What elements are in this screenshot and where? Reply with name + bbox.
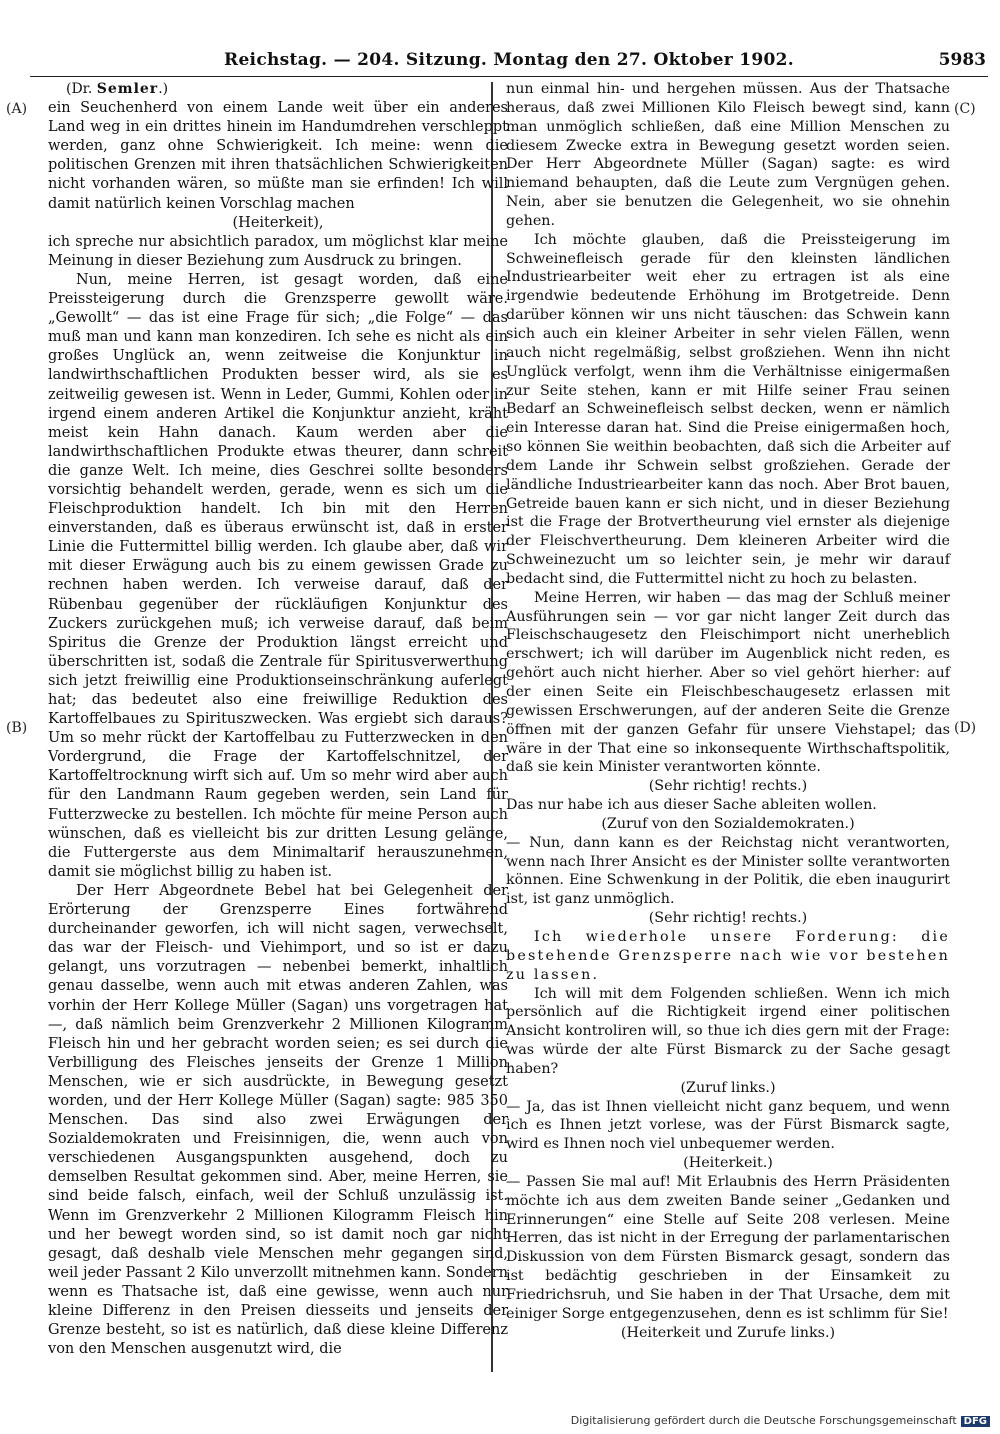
interjection: (Zuruf links.)	[680, 1079, 776, 1096]
interjection: (Heiterkeit),	[232, 214, 324, 231]
footer-credit	[571, 1414, 990, 1427]
right-column	[506, 80, 950, 1343]
paragraph: — Nun, dann kann es der Reichstag nicht verantworten, wenn nach Ihrer Ansicht es der Minister sollte verantworten können. Eine Schwenkung in der Politik, die eben inaugurirt ist, ist ganz unmöglich.	[506, 834, 950, 908]
margin-marker-d: (D)	[954, 720, 977, 736]
interjection: (Heiterkeit und Zurufe links.)	[620, 1324, 836, 1341]
emphasized-paragraph: Ich wiederhole unsere Forderung: die bestehende Grenzsperre nach wie vor bestehen zu lassen.	[506, 928, 950, 983]
paragraph: Das nur habe ich aus dieser Sache ableiten wollen.	[506, 797, 877, 814]
paragraph: Nun, meine Herren, ist gesagt worden, daß eine Preissteigerung durch die Grenzsperre gewollt wäre. „Gewollt“ — das ist eine Frage für sich; „die Folge“ — das muß man und kann man konzediren. Ich sehe es nicht als ein großes Unglück an, wenn zeitweise die Konjunktur in landwirthschaftlichen Produkten besser wird, als sie es zeitweilig gewesen ist. Wenn in Leder, Gummi, Kohlen oder in irgend einem anderen Artikel die Konjunktur anzieht, kräht meist kein Hahn danach. Kaum werden aber die landwirthschaftlichen Produkte etwas theurer, dann schreit die ganze Welt. Ich meine, dies Geschrei sollte besonders vorsichtig behandelt werden, gerade, wenn es sich um die Fleischproduktion handelt. Ich bin mit den Herren einverstanden, daß es überaus erwünscht ist, daß in erster Linie die Futtermittel billig werden. Ich glaube aber, daß wir mit dieser Erwägung auch bis zu einem gewissen Grade zu rechnen haben werden. Ich verweise darauf, daß der Rübenbau gegenüber der rückläufigen Konjunktur des Zuckers zurückgehen muß; ich verweise darauf, daß beim Spiritus die Grenze der Produktion längst erreicht und überschritten ist, sodaß die Zentrale für Spiritusverwerthung sich jetzt freiwillig eine Produktionseinschränkung auferlegt hat; das bedeutet also eine freiwillige Reduktion des Kartoffelbaues zu Spirituszwecken. Was ergiebt sich daraus? Um so mehr rückt der Kartoffelbau zu Futterzwecken in den Vordergrund, die Frage der Kartoffelschnitzel, der Kartoffeltrocknung wirft sich auf. Um so mehr wird aber auch für den Landmann Raum gegeben werden, sein Land für Futterzwecke zu bestellen. Ich möchte für meine Person auch wünschen, daß es vielleicht bis zur dritten Lesung gelänge, die Futtergerste aus dem Minimaltarif herauszunehmen, damit sie möglichst billig zu haben ist.	[48, 271, 508, 880]
margin-marker-c: (C)	[954, 101, 976, 117]
speaker-name: Semler	[96, 81, 159, 97]
dfg-logo: DFG	[961, 1416, 990, 1427]
paragraph: Ich möchte glauben, daß die Preissteigerung im Schweinefleisch gerade für den kleinsten ländlichen Industriearbeiter weit eher zu ertragen ist als eine irgendwie bedeutende Erhöhung im Brotgetreide. Denn darüber können wir uns nicht täuschen: das Schwein kann sich auch ein kleiner Arbeiter in sehr vielen Fällen, wenn auch nicht regelmäßig, selbst großziehen. Wenn ihn nicht Unglück verfolgt, wenn ihm die Verhältnisse einigermaßen zur Seite stehen, kann er mit Hilfe seiner Frau seinen Bedarf an Schweinefleisch selbst decken, wenn er nämlich ein Interesse daran hat. Sind die Preise einigermaßen hoch, so können Sie weithin beobachten, daß sich die Arbeiter auf dem Lande ihr Schwein selbst großziehen. Gerade der ländliche Industriearbeiter kann das noch. Aber Brot bauen, Getreide bauen kann er sich nicht, und in dieser Beziehung ist die Frage der Brotvertheurung viel ernster als diejenige der Fleischvertheurung. Dem kleineren Arbeiter wird die Schweinezucht um so leichter sein, je mehr wir darauf bedacht sind, die Futtermittel nicht zu hoch zu belasten.	[506, 231, 950, 587]
paragraph: Meine Herren, wir haben — das mag der Schluß meiner Ausführungen sein — vor gar nicht langer Zeit durch das Fleischschaugesetz den Fleischimport nicht unerheblich erschwert; ich will darüber im Augenblick nicht reden, es gehört auch nicht hierher. Aber so viel gehört hierher: auf der einen Seite ein Fleischbeschaugesetz erlassen mit gewissen Erschwerungen, auf der anderen Seite die Grenze öffnen mit der ganzen Gefahr für unsere Viehstapel; das wäre in der That eine so inkonsequente Wirthschaftspolitik, daß sie kein Minister verantworten könnte.	[506, 589, 950, 776]
margin-marker-b: (B)	[6, 720, 28, 736]
paragraph: Der Herr Abgeordnete Bebel hat bei Gelegenheit der Erörterung der Grenzsperre Eines fortwährend durcheinander geworfen, ich will nicht sagen, verwechselt, das war der Fleisch- und Viehimport, und so ist er dazu gelangt, uns vorzutragen — nebenbei bemerkt, inhaltlich genau dasselbe, wenn auch mit etwas anderen Zahlen, was vorhin der Herr Kollege Müller (Sagan) uns vorgetragen hat —, daß nämlich beim Grenzverkehr 2 Millionen Kilogramm Fleisch hin und her gebracht worden seien; es sei durch die Verbilligung des Fleisches jenseits der Grenze 1 Million Menschen, wie er sich ausdrückte, in Bewegung gesetzt worden, und der Herr Kollege Müller (Sagan) sagte: 985 350 Menschen. Das sind also zwei Erwägungen der Sozialdemokraten und Freisinnigen, die, wenn auch von verschiedenen Ausgangspunkten ausgehend, doch zu demselben Resultat gekommen sind. Aber, meine Herren, sie sind beide falsch, einfach, weil der Schluß unzulässig ist. Wenn im Grenzverkehr 2 Millionen Kilogramm Fleisch hin und her bewegt worden sind, so ist damit noch gar nicht gesagt, daß deshalb viele Menschen mehr gegangen sind, weil jeder Passant 2 Kilo unverzollt mitnehmen kann. Sondern wenn es Thatsache ist, daß eine gewisse, wenn auch nur kleine Differenz in den Preisen diesseits und jenseits der Grenze besteht, so ist es natürlich, daß diese kleine Differenz von den Menschen ausgenutzt wird, die	[48, 882, 508, 1358]
paragraph: — Passen Sie mal auf! Mit Erlaubnis des Herrn Präsidenten möchte ich aus dem zweiten Bande seiner „Gedanken und Erinnerungen“ eine Stelle auf Seite 208 verlesen. Meine Herren, das ist nicht in der Erregung der parlamentarischen Diskussion von dem Fürsten Bismarck gesagt, sondern das ist bedächtig geschrieben in der Einsamkeit zu Friedrichsruh, und Sie haben in der That Ursache, dem mit einiger Sorge entgegenzusehen, denn es ist schlimm für Sie!	[506, 1173, 950, 1322]
page-header	[30, 48, 988, 77]
paragraph: Ich will mit dem Folgenden schließen. Wenn ich mich persönlich auf die Richtigkeit irgend einer politischen Ansicht kontroliren will, so thue ich dies gern mit der Frage: was würde der alte Fürst Bismarck zu der Sache gesagt haben?	[506, 985, 950, 1077]
interjection: (Heiterkeit.)	[683, 1155, 773, 1172]
credit-text: Digitalisierung gefördert durch die Deutsche Forschungsgemeinschaft	[570, 1414, 957, 1427]
interjection: (Sehr richtig! rechts.)	[648, 910, 808, 927]
paragraph: — Ja, das ist Ihnen vielleicht nicht ganz bequem, und wenn ich es Ihnen jetzt vorlese, was der Fürst Bismarck sagte, wird es Ihnen noch viel unbequemer werden.	[506, 1098, 950, 1153]
left-column	[48, 80, 508, 1359]
page-title: Reichstag. — 204. Sitzung. Montag den 27. Oktober 1902.	[224, 50, 794, 70]
interjection: (Zuruf von den Sozialdemokraten.)	[601, 815, 855, 832]
paragraph: ich spreche nur absichtlich paradox, um möglichst klar meine Meinung in dieser Beziehung zum Ausdruck zu bringen.	[48, 233, 508, 269]
page-number: 5983	[938, 50, 986, 70]
interjection: (Sehr richtig! rechts.)	[648, 778, 808, 795]
margin-marker-a: (A)	[6, 101, 28, 117]
paragraph: ein Seuchenherd von einem Lande weit über ein anderes Land weg in ein drittes hinein im Handumdrehen verschleppt werden, ganz ohne Schwierigkeit. Ich meine: wenn die politischen Grenzen mit ihren thatsächlichen Schwierigkeiten nicht vorhanden wären, so müßte man sie erfinden! Ich will damit natürlich keinen Vorschlag machen	[48, 100, 508, 212]
paragraph: nun einmal hin- und hergehen müssen. Aus der Thatsache heraus, daß zwei Millionen Kilo Fleisch bewegt sind, kann man unmöglich schließen, daß eine Million Menschen zu diesem Zwecke extra in Bewegung gesetzt worden seien. Der Herr Abgeordnete Müller (Sagan) sagte: es wird niemand behaupten, daß die Leute zum Vergnügen gehen. Nein, aber sie benutzen die Gelegenheit, wo sie ohnehin gehen.	[506, 81, 950, 229]
speaker-label: (Dr. Semler.)	[66, 81, 169, 97]
